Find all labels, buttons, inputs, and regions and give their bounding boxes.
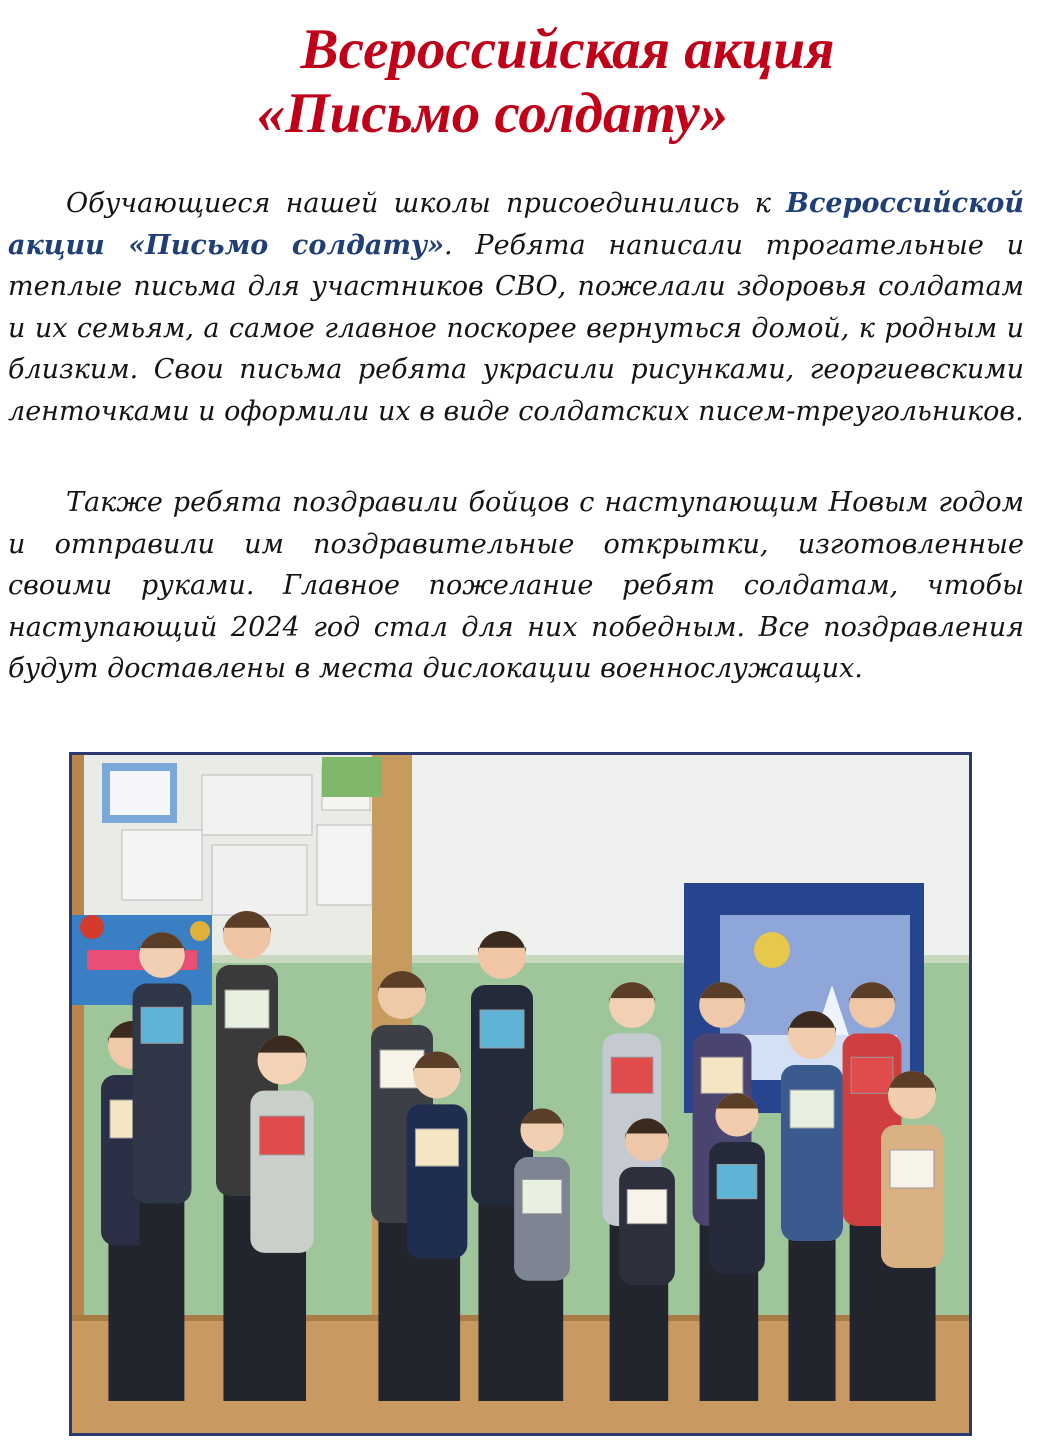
- paragraph-2-text: Также ребята поздравили бойцов с наступающим Новым годом и отправили им поздравительные открытки, изготовленные своими руками. Главное пожелание ребят солдатам, чтобы наступающий 2024 год стал для них победным. Все поздравления будут доставлены в места дислокации военнослужащих.: [8, 487, 1024, 684]
- paragraph-1-text-start: Обучающиеся нашей школы присоединились к: [66, 188, 787, 219]
- paragraph-2: [8, 482, 1024, 690]
- campaign-name-highlight: Всероссийской акции «Письмо солдату»: [8, 188, 1024, 261]
- child-figure: [133, 932, 192, 1401]
- group-photo: [69, 752, 972, 1436]
- title-line-2: «Письмо солдату»: [256, 82, 729, 145]
- page-title: [0, 18, 1045, 146]
- child-figure: [781, 1011, 843, 1401]
- paragraph-1-text-end: . Ребята написали трогательные и теплые письма для участников СВО, пожелали здоровья солдатам и их семьям, а самое главное поскорее вернуться домой, к родным и близким. Свои письма ребята украсили рисунками, георгиевскими ленточками и оформили их в виде солдатских писем-треугольников.: [8, 229, 1024, 427]
- title-line-1: Всероссийская акция: [300, 18, 835, 81]
- group-photo-illustration: [72, 755, 969, 1433]
- paragraph-1: [8, 183, 1024, 432]
